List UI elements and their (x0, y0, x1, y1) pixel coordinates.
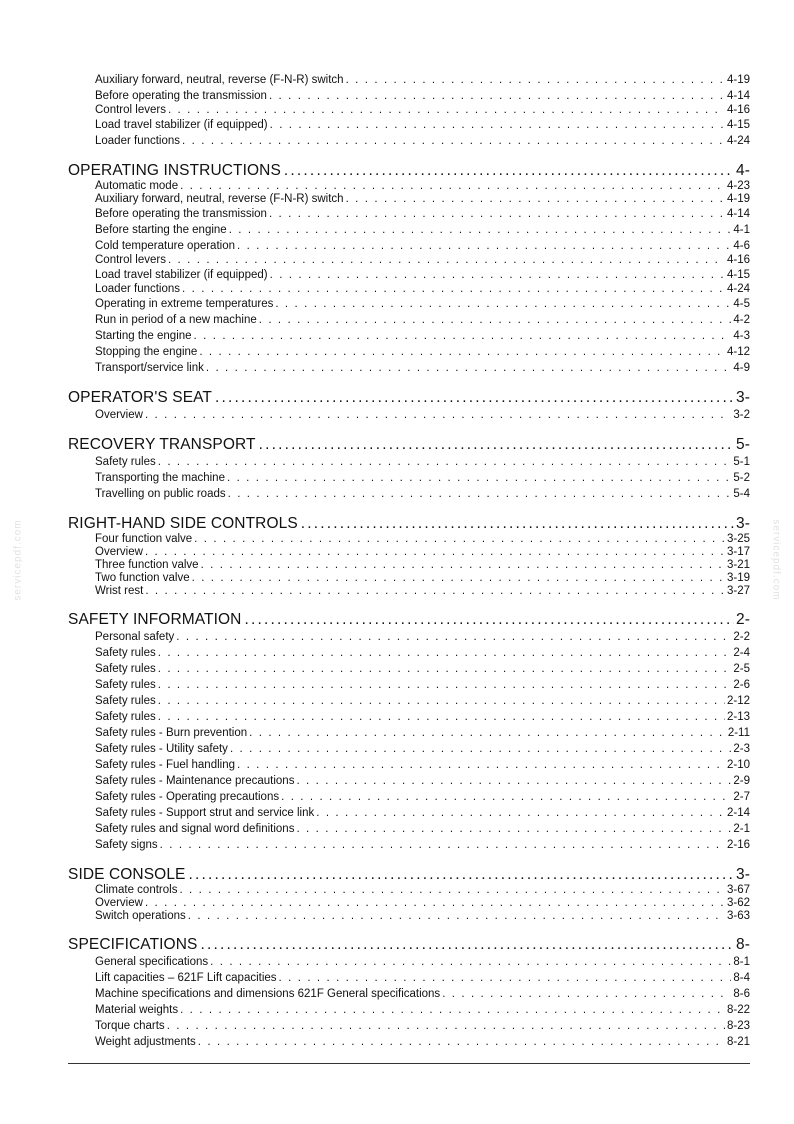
entry-title: Machine specifications and dimensions 621F General specifications (95, 988, 441, 1000)
entry-page: 4-19 (726, 74, 750, 86)
index-section (68, 610, 750, 853)
entry-page: 2-13 (726, 711, 750, 723)
dot-leader (160, 837, 725, 853)
entry-page: 4-9 (733, 362, 750, 374)
entry-page: 2-12 (726, 695, 750, 707)
index-entry[interactable] (68, 970, 750, 986)
entry-title: Transporting the machine (95, 472, 225, 484)
index-entry[interactable] (68, 344, 750, 360)
index-entry[interactable] (68, 104, 750, 117)
entry-title: Starting the engine (95, 330, 192, 342)
dot-leader (230, 741, 731, 757)
entry-title: Four function valve (95, 533, 193, 545)
entry-page: 4-23 (726, 180, 750, 192)
entry-title: Personal safety (95, 631, 175, 643)
heading-title: SPECIFICATIONS (68, 936, 198, 953)
index-entry[interactable] (68, 837, 750, 853)
entry-page: 4-1 (733, 224, 750, 236)
dot-leader (296, 773, 731, 789)
entry-title: Safety signs (95, 839, 158, 851)
dot-leader (284, 161, 734, 180)
dot-leader (188, 865, 734, 884)
index-entry[interactable] (68, 267, 750, 283)
entry-page: 5-1 (733, 456, 750, 468)
dot-leader (158, 661, 732, 677)
dot-leader (182, 283, 725, 296)
heading-page: 2- (736, 611, 750, 628)
index-entry[interactable] (68, 72, 750, 88)
section-gap (68, 598, 750, 610)
section-gap (68, 423, 750, 435)
entry-title: Safety rules - Burn prevention (95, 727, 248, 739)
entry-title: Transport/service link (95, 362, 204, 374)
entry-title: Safety rules (95, 695, 156, 707)
dot-leader (167, 1018, 725, 1034)
entry-title: Safety rules - Utility safety (95, 743, 228, 755)
entry-page: 8-4 (733, 972, 750, 984)
watermark-left: servicepdf.com (12, 519, 24, 601)
entry-title: Control levers (95, 104, 166, 116)
heading-page: 3- (736, 866, 750, 883)
index-section (68, 388, 750, 423)
entry-page: 4-16 (726, 104, 750, 116)
entry-title: Safety rules (95, 647, 156, 659)
index-entry[interactable] (68, 470, 750, 486)
dot-leader (279, 970, 732, 986)
heading-page: 3- (736, 515, 750, 532)
index-entry[interactable] (68, 360, 750, 376)
index-entry[interactable] (68, 283, 750, 296)
index-entry[interactable] (68, 206, 750, 222)
entry-title: Stopping the engine (95, 346, 198, 358)
index-entry[interactable] (68, 88, 750, 104)
index-entry[interactable] (68, 407, 750, 423)
entry-page: 5-2 (733, 472, 750, 484)
entry-title: Safety rules - Maintenance precautions (95, 775, 295, 787)
dot-leader (145, 585, 725, 598)
entry-title: Operating in extreme temperatures (95, 298, 274, 310)
entry-page: 2-5 (733, 663, 750, 675)
dot-leader (188, 910, 725, 923)
entry-title: Overview (95, 546, 143, 558)
entry-title: Run in period of a new machine (95, 314, 257, 326)
entry-page: 4-3 (733, 330, 750, 342)
index-section (68, 161, 750, 376)
index-entry[interactable] (68, 986, 750, 1002)
dot-leader (259, 312, 732, 328)
entry-page: 4-15 (726, 119, 750, 131)
entry-page: 8-21 (726, 1036, 750, 1048)
index-entry[interactable] (68, 572, 750, 585)
dot-leader (210, 954, 731, 970)
footer-rule (68, 1063, 750, 1064)
entry-title: Safety rules - Operating precautions (95, 791, 280, 803)
entry-title: Load travel stabilizer (if equipped) (95, 269, 268, 281)
entry-title: Travelling on public roads (95, 488, 226, 500)
entry-page: 3-25 (726, 533, 750, 545)
entry-title: Switch operations (95, 910, 186, 922)
index-entry[interactable] (68, 296, 750, 312)
dot-leader (158, 645, 732, 661)
dot-leader (176, 629, 731, 645)
dot-leader (158, 709, 725, 725)
index-entry[interactable] (68, 238, 750, 254)
section-heading[interactable] (68, 514, 750, 533)
dot-leader (182, 133, 725, 149)
entry-title: Lift capacities – 621F Lift capacities (95, 972, 277, 984)
index-entry[interactable] (68, 693, 750, 709)
index-entry[interactable] (68, 884, 750, 897)
entry-title: Loader functions (95, 135, 181, 147)
entry-title: Overview (95, 409, 143, 421)
entry-page: 2-11 (727, 727, 750, 739)
entry-page: 4-2 (733, 314, 750, 326)
entry-title: Torque charts (95, 1020, 165, 1032)
index-entry[interactable] (68, 222, 750, 238)
index-entry[interactable] (68, 741, 750, 757)
dot-leader (275, 296, 731, 312)
entry-title: Climate controls (95, 884, 178, 896)
section-heading[interactable] (68, 435, 750, 454)
entry-page: 4-14 (726, 208, 750, 220)
dot-leader (281, 789, 731, 805)
entry-page: 4-19 (726, 193, 750, 205)
index-section (68, 935, 750, 1050)
index-entry[interactable] (68, 486, 750, 502)
dot-leader (145, 407, 731, 423)
section-gap (68, 923, 750, 935)
dot-leader (206, 360, 732, 376)
section-heading[interactable] (68, 865, 750, 884)
heading-title: RIGHT-HAND SIDE CONTROLS (68, 515, 298, 532)
index-entry[interactable] (68, 254, 750, 267)
entry-title: Wrist rest (95, 585, 144, 597)
dot-leader (158, 454, 732, 470)
section-gap (68, 376, 750, 388)
entry-title: Loader functions (95, 283, 181, 295)
entry-page: 3-2 (733, 409, 750, 421)
section-heading[interactable] (68, 388, 750, 407)
dot-leader (201, 559, 725, 572)
index-entry[interactable] (68, 910, 750, 923)
dot-leader (199, 344, 725, 360)
index-entry[interactable] (68, 805, 750, 821)
entry-title: Automatic mode (95, 180, 179, 192)
heading-page: 8- (736, 936, 750, 953)
index-entry[interactable] (68, 1034, 750, 1050)
heading-title: SAFETY INFORMATION (68, 611, 242, 628)
dot-leader (249, 725, 726, 741)
dot-leader (192, 572, 725, 585)
index-entry[interactable] (68, 546, 750, 559)
index-list (68, 72, 750, 1050)
entry-title: Control levers (95, 254, 166, 266)
dot-leader (194, 328, 732, 344)
index-section (68, 514, 750, 598)
entry-page: 3-21 (726, 559, 750, 571)
index-entry[interactable] (68, 328, 750, 344)
entry-page: 4-16 (726, 254, 750, 266)
entry-page: 8-23 (726, 1020, 750, 1032)
entry-page: 8-1 (733, 956, 750, 968)
index-entry[interactable] (68, 180, 750, 193)
entry-title: Safety rules - Support strut and service link (95, 807, 315, 819)
index-entry[interactable] (68, 725, 750, 741)
dot-leader (198, 1034, 725, 1050)
dot-leader (442, 986, 731, 1002)
index-section (68, 72, 750, 149)
dot-leader (158, 677, 732, 693)
index-entry[interactable] (68, 954, 750, 970)
index-entry[interactable] (68, 559, 750, 572)
dot-leader (346, 193, 725, 206)
entry-title: Three function valve (95, 559, 199, 571)
dot-leader (237, 757, 725, 773)
heading-page: 4- (736, 162, 750, 179)
entry-page: 4-14 (726, 90, 750, 102)
entry-page: 2-9 (733, 775, 750, 787)
dot-leader (237, 238, 731, 254)
entry-title: Auxiliary forward, neutral, reverse (F-N-R) switch (95, 193, 344, 205)
entry-page: 8-22 (726, 1004, 750, 1016)
dot-leader (346, 72, 725, 88)
heading-title: OPERATOR'S SEAT (68, 389, 212, 406)
entry-page: 2-4 (733, 647, 750, 659)
heading-title: SIDE CONSOLE (68, 866, 186, 883)
entry-page: 4-15 (726, 269, 750, 281)
dot-leader (244, 610, 734, 629)
index-entry[interactable] (68, 454, 750, 470)
index-entry[interactable] (68, 585, 750, 598)
heading-title: RECOVERY TRANSPORT (68, 436, 256, 453)
entry-title: Before operating the transmission (95, 208, 267, 220)
section-gap (68, 502, 750, 514)
dot-leader (145, 897, 725, 910)
dot-leader (269, 88, 725, 104)
entry-page: 2-2 (733, 631, 750, 643)
dot-leader (270, 267, 725, 283)
entry-title: Safety rules and signal word definitions (95, 823, 295, 835)
section-heading[interactable] (68, 161, 750, 180)
index-entry[interactable] (68, 789, 750, 805)
section-gap (68, 853, 750, 865)
entry-title: Load travel stabilizer (if equipped) (95, 119, 268, 131)
entry-title: Before operating the transmission (95, 90, 267, 102)
entry-title: Cold temperature operation (95, 240, 235, 252)
index-entry[interactable] (68, 133, 750, 149)
entry-page: 3-27 (726, 585, 750, 597)
entry-title: Safety rules - Fuel handling (95, 759, 235, 771)
entry-title: Safety rules (95, 711, 156, 723)
section-heading[interactable] (68, 610, 750, 629)
dot-leader (145, 546, 725, 559)
entry-title: Overview (95, 897, 143, 909)
dot-leader (180, 180, 725, 193)
dot-leader (270, 117, 725, 133)
index-entry[interactable] (68, 629, 750, 645)
index-entry[interactable] (68, 645, 750, 661)
dot-leader (215, 388, 734, 407)
index-entry[interactable] (68, 677, 750, 693)
entry-title: Safety rules (95, 663, 156, 675)
entry-page: 3-19 (726, 572, 750, 584)
entry-page: 2-14 (726, 807, 750, 819)
entry-page: 2-16 (726, 839, 750, 851)
entry-page: 3-17 (726, 546, 750, 558)
entry-page: 5-4 (733, 488, 750, 500)
section-gap (68, 149, 750, 161)
index-entry[interactable] (68, 117, 750, 133)
dot-leader (269, 206, 725, 222)
entry-page: 3-63 (726, 910, 750, 922)
index-entry[interactable] (68, 757, 750, 773)
entry-page: 8-6 (733, 988, 750, 1000)
heading-title: OPERATING INSTRUCTIONS (68, 162, 281, 179)
entry-page: 4-6 (733, 240, 750, 252)
dot-leader (301, 514, 734, 533)
dot-leader (316, 805, 725, 821)
heading-page: 5- (736, 436, 750, 453)
index-entry[interactable] (68, 1018, 750, 1034)
entry-page: 4-24 (726, 135, 750, 147)
entry-title: General specifications (95, 956, 209, 968)
entry-page: 2-10 (726, 759, 750, 771)
entry-page: 3-67 (726, 884, 750, 896)
index-entry[interactable] (68, 897, 750, 910)
dot-leader (194, 533, 725, 546)
entry-page: 4-12 (726, 346, 750, 358)
index-entry[interactable] (68, 1002, 750, 1018)
index-section (68, 865, 750, 923)
dot-leader (228, 486, 732, 502)
dot-leader (296, 821, 731, 837)
dot-leader (179, 884, 725, 897)
entry-page: 2-7 (733, 791, 750, 803)
index-entry[interactable] (68, 193, 750, 206)
entry-title: Before starting the engine (95, 224, 227, 236)
dot-leader (200, 935, 734, 954)
index-entry[interactable] (68, 709, 750, 725)
entry-page: 4-24 (726, 283, 750, 295)
entry-page: 2-3 (733, 743, 750, 755)
dot-leader (168, 104, 725, 117)
index-entry[interactable] (68, 533, 750, 546)
entry-title: Material weights (95, 1004, 179, 1016)
section-heading[interactable] (68, 935, 750, 954)
entry-title: Safety rules (95, 679, 156, 691)
dot-leader (168, 254, 725, 267)
dot-leader (259, 435, 734, 454)
index-entry[interactable] (68, 312, 750, 328)
entry-page: 4-5 (733, 298, 750, 310)
entry-page: 3-62 (726, 897, 750, 909)
dot-leader (227, 470, 731, 486)
entry-title: Weight adjustments (95, 1036, 196, 1048)
index-entry[interactable] (68, 773, 750, 789)
index-entry[interactable] (68, 821, 750, 837)
heading-page: 3- (736, 389, 750, 406)
entry-title: Safety rules (95, 456, 156, 468)
entry-title: Two function valve (95, 572, 190, 584)
entry-page: 2-1 (733, 823, 750, 835)
entry-title: Auxiliary forward, neutral, reverse (F-N-R) switch (95, 74, 344, 86)
watermark-right: servicepdf.com (770, 519, 782, 601)
dot-leader (158, 693, 725, 709)
dot-leader (229, 222, 732, 238)
dot-leader (180, 1002, 725, 1018)
entry-page: 2-6 (733, 679, 750, 691)
index-section (68, 435, 750, 502)
index-entry[interactable] (68, 661, 750, 677)
